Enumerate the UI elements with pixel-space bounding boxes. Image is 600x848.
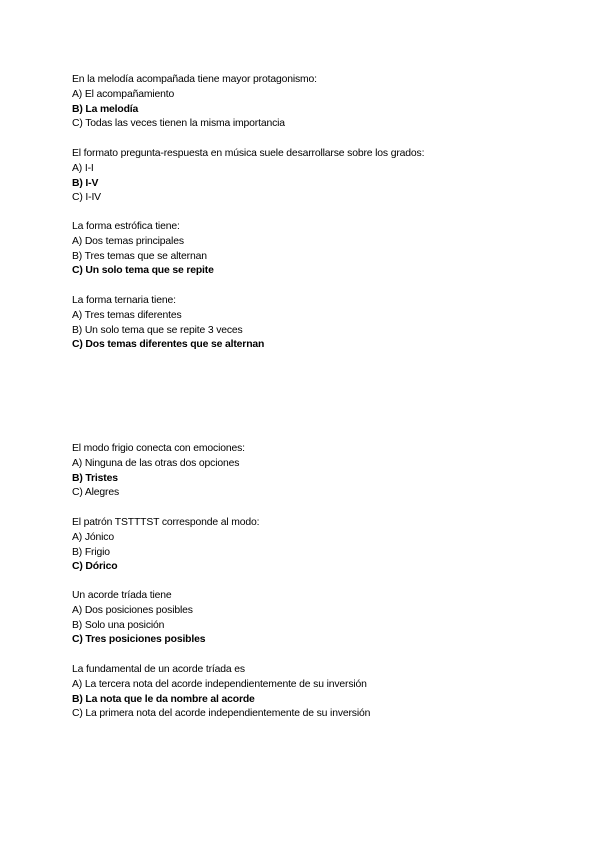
option-b-correct: B) La melodía (72, 103, 139, 115)
question-5 (72, 442, 542, 501)
question-stem: En la melodía acompañada tiene mayor protagonismo: (72, 74, 317, 85)
option-a: A) La tercera nota del acorde independientemente de su inversión (72, 678, 367, 690)
option-a: A) Ninguna de las otras dos opciones (72, 457, 240, 469)
option-a: A) Tres temas diferentes (72, 309, 182, 321)
question-1 (72, 73, 542, 132)
option-a: A) Dos posiciones posibles (72, 604, 193, 616)
option-a: A) I-I (72, 162, 94, 174)
question-stem: Un acorde tríada tiene (72, 590, 172, 601)
question-8 (72, 663, 542, 722)
option-b: B) Tres temas que se alternan (72, 250, 207, 262)
question-4 (72, 294, 542, 353)
question-stem: La forma ternaria tiene: (72, 295, 176, 306)
option-a: A) Jónico (72, 531, 114, 543)
option-c-correct: C) Dórico (72, 561, 118, 573)
question-stem: El patrón TSTTTST corresponde al modo: (72, 517, 260, 528)
question-2 (72, 147, 542, 206)
question-3 (72, 220, 542, 279)
option-c: C) I-IV (72, 192, 101, 204)
option-b: B) Un solo tema que se repite 3 veces (72, 324, 243, 336)
option-c-correct: C) Un solo tema que se repite (72, 265, 214, 277)
question-stem: El formato pregunta-respuesta en música suele desarrollarse sobre los grados: (72, 148, 425, 159)
question-6 (72, 516, 542, 575)
option-b-correct: B) La nota que le da nombre al acorde (72, 693, 255, 705)
option-c: C) Alegres (72, 487, 120, 499)
option-a: A) Dos temas principales (72, 235, 184, 247)
option-b-correct: B) I-V (72, 177, 99, 189)
option-c: C) La primera nota del acorde independientemente de su inversión (72, 708, 371, 720)
option-b-correct: B) Tristes (72, 472, 118, 484)
question-7 (72, 589, 542, 648)
option-c-correct: C) Dos temas diferentes que se alternan (72, 339, 265, 351)
option-b: B) Solo una posición (72, 619, 165, 631)
option-c: C) Todas las veces tienen la misma importancia (72, 118, 285, 130)
question-stem: La fundamental de un acorde tríada es (72, 664, 245, 675)
option-a: A) El acompañamiento (72, 88, 175, 100)
option-c-correct: C) Tres posiciones posibles (72, 634, 206, 646)
option-b: B) Frigio (72, 546, 110, 558)
question-stem: La forma estrófica tiene: (72, 221, 180, 232)
question-stem: El modo frigio conecta con emociones: (72, 443, 245, 454)
